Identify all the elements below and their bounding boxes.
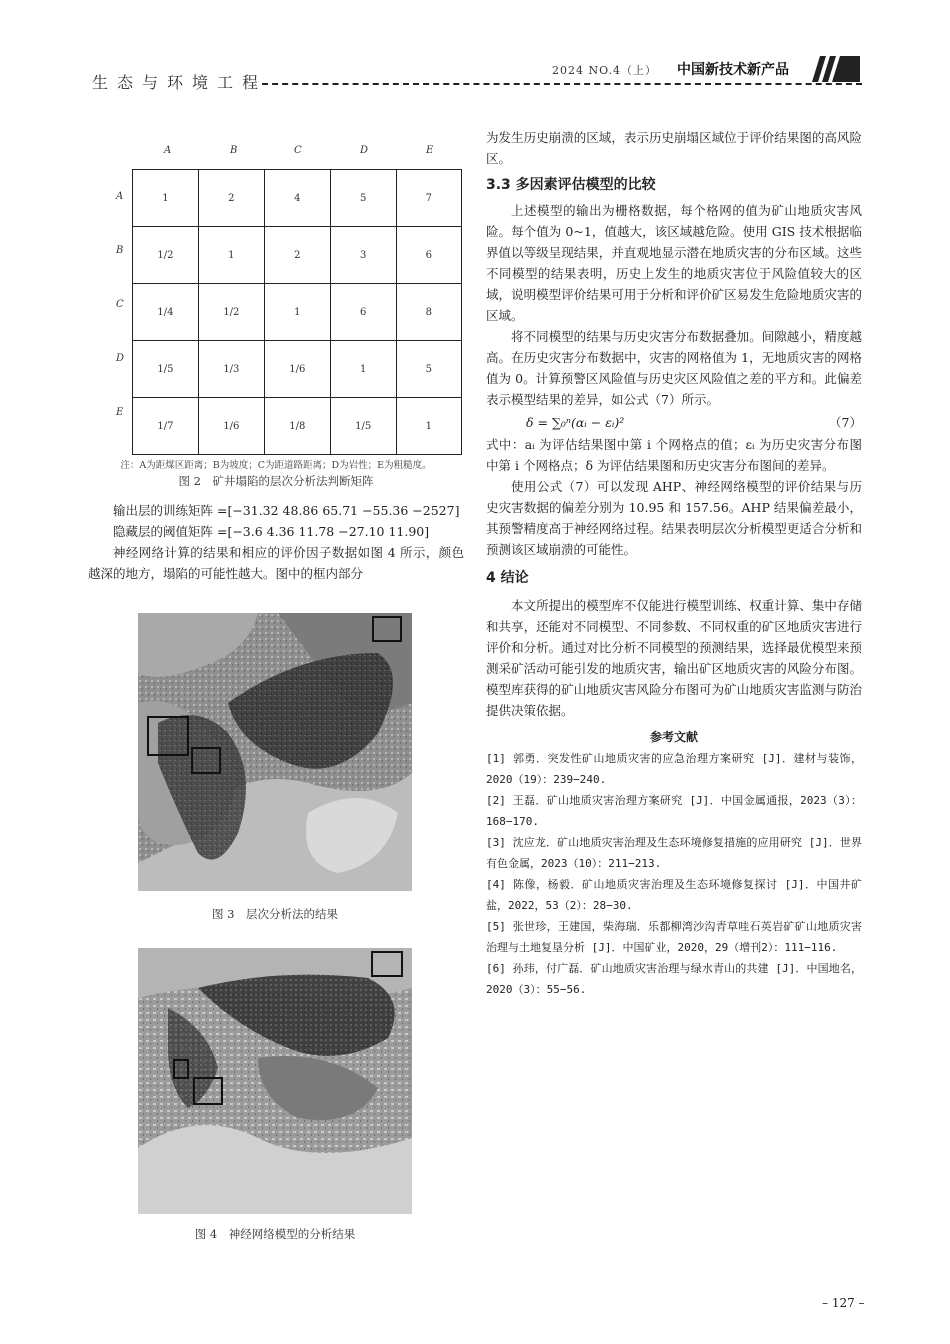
training-matrix-line: 输出层的训练矩阵 =[−31.32 48.86 65.71 −55.36 −2527] xyxy=(113,503,460,518)
paragraph: 式中：aᵢ 为评估结果图中第 i 个网格点的值；εᵢ 为历史灾害分布图中第 i 个网格点；δ 为评估结果图和历史灾害分布图间的差异。 xyxy=(486,437,862,473)
journal-section-title: 生态与环境工程 xyxy=(92,73,268,92)
matrix-cell: 7 xyxy=(396,170,461,227)
matrix-col-label: C xyxy=(294,145,302,156)
formula-expression: δ = ∑₀ⁿ(αᵢ − εᵢ)² xyxy=(526,415,625,430)
paragraph: 本文所提出的模型库不仅能进行模型训练、权重计算、集中存储和共享，还能对不同模型、不同参数、不同权重的矿区地质灾害进行评价和分析。通过对比分析不同模型的预测结果，选择最优模型来预测采矿活动可能引发的地质灾害，输出矿区地质灾害的风险分布图。模型库获得的矿山地质灾害风险分布图可为矿山地质灾害监测与防治提供决策依据。 xyxy=(486,598,862,718)
figure-3-image xyxy=(138,613,412,891)
matrix-row xyxy=(133,284,462,341)
matrix-cell: 1/5 xyxy=(133,341,199,398)
matrix-col-label: B xyxy=(230,145,238,156)
left-column-text xyxy=(88,500,464,584)
matrix-cell: 1/2 xyxy=(133,227,199,284)
references-title: 参考文献 xyxy=(649,730,698,744)
matrix-cell: 1/8 xyxy=(264,398,330,455)
matrix-cell: 1 xyxy=(198,227,264,284)
matrix-row-label: E xyxy=(116,407,124,418)
matrix-cell: 8 xyxy=(396,284,461,341)
matrix-cell: 1/7 xyxy=(133,398,199,455)
matrix-cell: 1/6 xyxy=(198,398,264,455)
matrix-cell: 3 xyxy=(330,227,396,284)
figure-3-caption: 图 3 层次分析法的结果 xyxy=(212,907,338,921)
paragraph: 将不同模型的结果与历史灾害分布数据叠加。间隙越小，精度越高。在历史灾害分布数据中，灾害的网格值为 1，无地质灾害的网格值为 0。计算预警区风险值与历史灾区风险值之差的平方和。此偏差表示模型结果的差异，如公式（7）所示。 xyxy=(486,329,862,407)
matrix-cell: 1/4 xyxy=(133,284,199,341)
matrix-cell: 6 xyxy=(396,227,461,284)
matrix-col-label: E xyxy=(426,145,434,156)
matrix-cell: 5 xyxy=(330,170,396,227)
matrix-row-label: D xyxy=(116,353,125,364)
paragraph: 上述模型的输出为栅格数据，每个格网的值为矿山地质灾害风险。每个值为 0~1，值越大，该区域越危险。使用 GIS 技术根据临界值以等级呈现结果，并直观地显示潜在地质灾害的分布区域。这些不同模型的结果表明，历史上发生的地质灾害位于风险值较大的区域，说明模型评价结果可用于分析和评价矿区易发生危险地质灾害的区域。 xyxy=(486,203,862,323)
matrix-row xyxy=(133,398,462,455)
matrix-note: 注：A为距煤区距离；B为坡度；C为距道路距离；D为岩性；E为粗糙度。 xyxy=(120,460,432,471)
paragraph: 神经网络计算的结果和相应的评价因子数据如图 4 所示，颜色越深的地方，塌陷的可能性越大。图中的框内部分 xyxy=(88,545,464,581)
section-heading-4: 4 结论 xyxy=(486,570,529,586)
matrix-cell: 1/5 xyxy=(330,398,396,455)
magazine-logo-icon xyxy=(812,56,860,82)
threshold-matrix-line: 隐藏层的阈值矩阵 =[−3.6 4.36 11.78 −27.10 11.90] xyxy=(113,524,430,539)
matrix-cell: 2 xyxy=(198,170,264,227)
matrix-cell: 5 xyxy=(396,341,461,398)
formula-7 xyxy=(486,410,862,434)
reference-item: [5] 张世珍，王建国，柴海瑞．乐都柳湾沙沟青草哇石英岩矿矿山地质灾害治理与土地复垦分析 [J]．中国矿业，2020，29（增刊2）：111−116. xyxy=(486,920,862,954)
matrix-row-label: B xyxy=(116,245,124,256)
issue-label: 2024 NO.4（上） xyxy=(552,64,657,77)
paragraph: 为发生历史崩溃的区域，表示历史崩塌区域位于评价结果图的高风险区。 xyxy=(486,130,862,166)
reference-item: [3] 沈应龙．矿山地质灾害治理及生态环境修复措施的应用研究 [J]．世界有色金属，2023（10）：211−213. xyxy=(486,836,862,870)
matrix-cell: 1/2 xyxy=(198,284,264,341)
formula-number: （7） xyxy=(829,415,862,430)
reference-item: [1] 郭勇．突发性矿山地质灾害的应急治理方案研究 [J]．建材与装饰，2020（19）：239−240. xyxy=(486,752,862,786)
matrix-cell: 1/3 xyxy=(198,341,264,398)
matrix-cell: 1 xyxy=(396,398,461,455)
reference-item: [2] 王磊．矿山地质灾害治理方案研究 [J]．中国金属通报，2023（3）：168−170. xyxy=(486,794,862,828)
matrix-row xyxy=(133,227,462,284)
figure-4-image xyxy=(138,948,412,1214)
matrix-cell: 6 xyxy=(330,284,396,341)
paragraph: 使用公式（7）可以发现 AHP、神经网络模型的评价结果与历史灾害数据的偏差分别为 10.95 和 157.56。AHP 结果偏差最小，其预警精度高于神经网络过程。结果表明层次分析模型更适合分析和预测该区域崩溃的可能性。 xyxy=(486,479,862,557)
matrix-col-label: D xyxy=(360,145,369,156)
reference-item: [4] 陈像，杨毅．矿山地质灾害治理及生态环境修复探讨 [J]．中国井矿盐，2022，53（2）：28−30. xyxy=(486,878,862,912)
matrix-cell: 1 xyxy=(330,341,396,398)
figure-2-caption: 图 2 矿井塌陷的层次分析法判断矩阵 xyxy=(178,474,374,488)
matrix-row xyxy=(133,170,462,227)
matrix-cell: 4 xyxy=(264,170,330,227)
reference-item: [6] 孙玮，付广磊．矿山地质灾害治理与绿水青山的共建 [J]．中国地名，2020（3）：55−56. xyxy=(486,962,862,996)
header-rule xyxy=(262,83,862,85)
page-number: – 127 – xyxy=(822,1296,865,1310)
right-column-text xyxy=(486,127,862,1000)
matrix-row-label: C xyxy=(116,299,124,310)
figure-4-caption: 图 4 神经网络模型的分析结果 xyxy=(194,1227,356,1241)
matrix-grid xyxy=(132,169,462,455)
matrix-row-label: A xyxy=(116,191,124,202)
matrix-cell: 1 xyxy=(133,170,199,227)
matrix-cell: 1 xyxy=(264,284,330,341)
matrix-cell: 2 xyxy=(264,227,330,284)
judgment-matrix xyxy=(88,145,464,445)
matrix-cell: 1/6 xyxy=(264,341,330,398)
matrix-col-label: A xyxy=(164,145,172,156)
section-heading-3-3: 3.3 多因素评估模型的比较 xyxy=(486,177,656,193)
magazine-title: 中国新技术新产品 xyxy=(677,62,789,78)
matrix-row xyxy=(133,341,462,398)
